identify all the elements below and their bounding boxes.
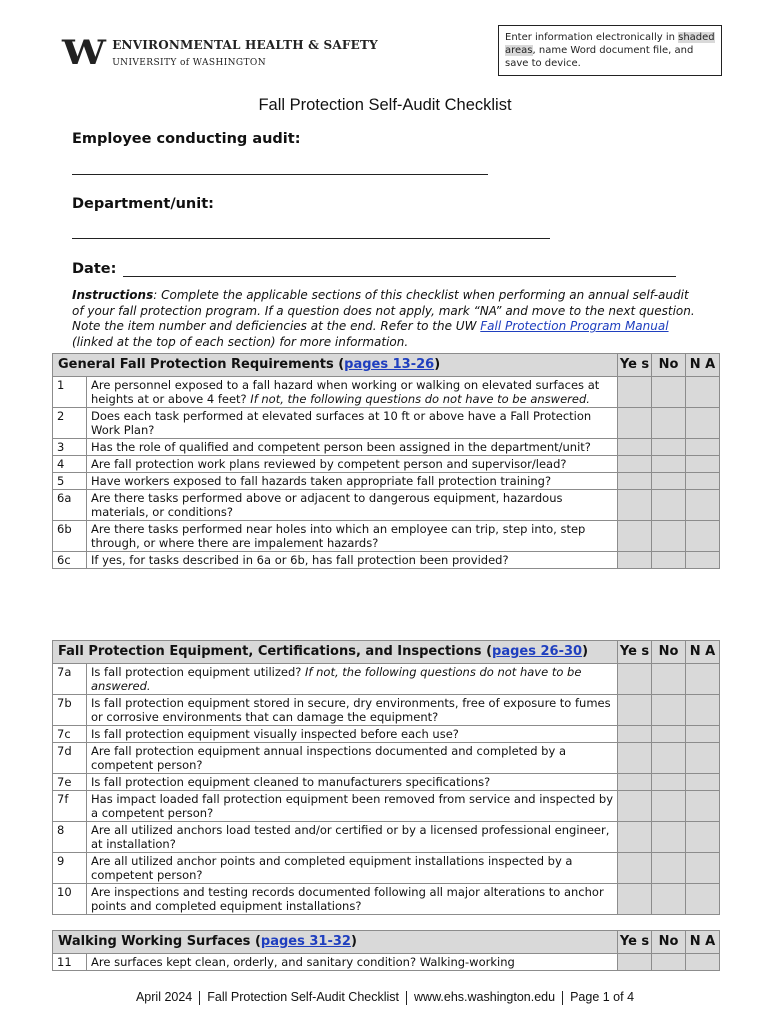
item-number: 2: [53, 408, 87, 439]
yes-answer-cell[interactable]: [618, 954, 652, 971]
no-answer-cell[interactable]: [652, 695, 686, 726]
no-answer-cell[interactable]: [652, 884, 686, 915]
item-number: 3: [53, 439, 87, 456]
no-answer-cell[interactable]: [652, 726, 686, 743]
table-row: [53, 456, 720, 473]
instructions-paragraph: [72, 288, 700, 350]
table-row: [53, 552, 720, 569]
na-answer-cell[interactable]: [686, 774, 720, 791]
logo-line-uw: UNIVERSITY of WASHINGTON: [112, 58, 266, 68]
item-question: If yes, for tasks described in 6a or 6b, has fall protection been provided?: [87, 552, 618, 569]
item-question: Is fall protection equipment utilized? If not, the following questions do not have to be answered.: [87, 664, 618, 695]
item-question: Is fall protection equipment stored in secure, dry environments, free of exposure to fumes or corrosive environments that can damage the equipment?: [87, 695, 618, 726]
na-answer-cell[interactable]: [686, 743, 720, 774]
na-answer-cell[interactable]: [686, 664, 720, 695]
yes-answer-cell[interactable]: [618, 726, 652, 743]
electronic-entry-notice: [498, 25, 722, 76]
footer-divider: [406, 991, 407, 1005]
item-question: Are all utilized anchors load tested and/or certified or by a licensed professional engineer, at installation?: [87, 822, 618, 853]
page-footer: [0, 990, 770, 1005]
no-answer-cell[interactable]: [652, 664, 686, 695]
yes-answer-cell[interactable]: [618, 743, 652, 774]
footer-date: April 2024: [135, 990, 193, 1004]
na-answer-cell[interactable]: [686, 456, 720, 473]
item-question: Has the role of qualified and competent person been assigned in the department/unit?: [87, 439, 618, 456]
section-title: Fall Protection Equipment, Certifications, and Inspections (pages 26-30): [53, 641, 618, 664]
no-answer-cell[interactable]: [652, 774, 686, 791]
item-number: 4: [53, 456, 87, 473]
yes-answer-cell[interactable]: [618, 439, 652, 456]
yes-answer-cell[interactable]: [618, 695, 652, 726]
item-question: Are personnel exposed to a fall hazard when working or walking on elevated surfaces at heights at or above 4 feet? If not, the following questions do not have to be answered.: [87, 377, 618, 408]
general-requirements-table: [52, 353, 720, 569]
na-answer-cell[interactable]: [686, 377, 720, 408]
item-number: 5: [53, 473, 87, 490]
na-answer-cell[interactable]: [686, 552, 720, 569]
item-question: Are fall protection work plans reviewed by competent person and supervisor/lead?: [87, 456, 618, 473]
na-answer-cell[interactable]: [686, 791, 720, 822]
document-title: Fall Protection Self-Audit Checklist: [258, 96, 512, 114]
table-row: [53, 954, 720, 971]
employee-input-line[interactable]: [72, 174, 488, 175]
item-number: 7f: [53, 791, 87, 822]
item-question: Have workers exposed to fall hazards taken appropriate fall protection training?: [87, 473, 618, 490]
table-row: [53, 822, 720, 853]
footer-page-number: Page 1 of 4: [570, 990, 635, 1004]
section-header-row: [53, 641, 720, 664]
na-answer-cell[interactable]: [686, 884, 720, 915]
uw-ehs-logo: [62, 33, 378, 73]
yes-answer-cell[interactable]: [618, 853, 652, 884]
item-number: 11: [53, 954, 87, 971]
no-answer-cell[interactable]: [652, 473, 686, 490]
item-number: 6b: [53, 521, 87, 552]
table-row: [53, 743, 720, 774]
item-number: 7d: [53, 743, 87, 774]
table-row: [53, 439, 720, 456]
na-answer-cell[interactable]: [686, 954, 720, 971]
instructions-label: Instructions: [72, 288, 154, 302]
yes-answer-cell[interactable]: [618, 490, 652, 521]
uw-w-logo-mark: W: [62, 33, 104, 73]
item-question: Has impact loaded fall protection equipment been removed from service and inspected by a competent person?: [87, 791, 618, 822]
no-answer-cell[interactable]: [652, 408, 686, 439]
yes-column-header: Ye s: [618, 641, 652, 664]
item-number: 6c: [53, 552, 87, 569]
na-column-header: N A: [686, 931, 720, 954]
no-answer-cell[interactable]: [652, 456, 686, 473]
department-input-line[interactable]: [72, 238, 550, 239]
table-row: [53, 774, 720, 791]
item-question: Are fall protection equipment annual inspections documented and completed by a competent person?: [87, 743, 618, 774]
instructions-text-after: (linked at the top of each section) for more information.: [72, 334, 409, 349]
yes-column-header: Ye s: [618, 931, 652, 954]
date-label: Date:: [72, 261, 117, 277]
yes-answer-cell[interactable]: [618, 774, 652, 791]
logo-wordmark: [112, 38, 378, 70]
no-answer-cell[interactable]: [652, 743, 686, 774]
section-pages-link[interactable]: pages 31-32: [260, 934, 351, 949]
item-number: 10: [53, 884, 87, 915]
date-input-line[interactable]: [123, 276, 676, 277]
no-answer-cell[interactable]: [652, 954, 686, 971]
na-answer-cell[interactable]: [686, 822, 720, 853]
item-question: Are all utilized anchor points and completed equipment installations inspected by a competent person?: [87, 853, 618, 884]
item-question: Are surfaces kept clean, orderly, and sanitary condition? Walking-working: [87, 954, 618, 971]
table-row: [53, 490, 720, 521]
notice-shaded-areas: shaded areas: [505, 32, 715, 56]
logo-line-ehs: ENVIRONMENTAL HEALTH & SAFETY: [112, 38, 378, 52]
table-row: [53, 408, 720, 439]
item-question: Are there tasks performed near holes into which an employee can trip, step into, step through, or where there are impalement hazards?: [87, 521, 618, 552]
footer-divider: [562, 991, 563, 1005]
na-answer-cell[interactable]: [686, 695, 720, 726]
item-question: Does each task performed at elevated surfaces at 10 ft or above have a Fall Protection Work Plan?: [87, 408, 618, 439]
table-row: [53, 377, 720, 408]
section-pages-link[interactable]: pages 26-30: [492, 644, 583, 659]
table-row: [53, 884, 720, 915]
no-answer-cell[interactable]: [652, 490, 686, 521]
table-row: [53, 473, 720, 490]
na-answer-cell[interactable]: [686, 726, 720, 743]
table-row: [53, 664, 720, 695]
notice-text-after: , name Word document file, and save to device.: [505, 45, 694, 69]
item-number: 8: [53, 822, 87, 853]
no-answer-cell[interactable]: [652, 853, 686, 884]
no-answer-cell[interactable]: [652, 791, 686, 822]
section-title: General Fall Protection Requirements (pages 13-26): [53, 354, 618, 377]
item-number: 7a: [53, 664, 87, 695]
employee-label: Employee conducting audit:: [72, 131, 301, 147]
no-column-header: No: [652, 641, 686, 664]
walking-working-surfaces-table: [52, 930, 720, 971]
instructions-text: : Complete the applicable sections of this checklist when performing an annual self-audit of your fall protection program. If a question does not apply, mark “NA” and move to the next question. Note the item number and deficiencies at the end. Refer to the UW: [72, 288, 695, 333]
no-answer-cell[interactable]: [652, 377, 686, 408]
item-question: Is fall protection equipment cleaned to manufacturers specifications?: [87, 774, 618, 791]
item-number: 9: [53, 853, 87, 884]
na-answer-cell[interactable]: [686, 853, 720, 884]
item-number: 7e: [53, 774, 87, 791]
na-answer-cell[interactable]: [686, 490, 720, 521]
item-number: 6a: [53, 490, 87, 521]
notice-text-before: Enter information electronically in: [505, 32, 679, 43]
footer-url: www.ehs.washington.edu: [414, 990, 556, 1004]
yes-answer-cell[interactable]: [618, 408, 652, 439]
table-row: [53, 521, 720, 552]
footer-divider: [199, 991, 200, 1005]
item-question: Are there tasks performed above or adjacent to dangerous equipment, hazardous materials, or conditions?: [87, 490, 618, 521]
na-answer-cell[interactable]: [686, 473, 720, 490]
section-title: Walking Working Surfaces (pages 31-32): [53, 931, 618, 954]
item-number: 7b: [53, 695, 87, 726]
yes-answer-cell[interactable]: [618, 552, 652, 569]
na-column-header: N A: [686, 641, 720, 664]
yes-answer-cell[interactable]: [618, 456, 652, 473]
table-row: [53, 853, 720, 884]
program-manual-link[interactable]: Fall Protection Program Manual: [480, 319, 669, 333]
item-number: 7c: [53, 726, 87, 743]
section-pages-link[interactable]: pages 13-26: [344, 357, 435, 372]
item-question: Are inspections and testing records documented following all major alterations to anchor points and completed equipment installations?: [87, 884, 618, 915]
department-label: Department/unit:: [72, 196, 214, 212]
yes-answer-cell[interactable]: [618, 884, 652, 915]
na-answer-cell[interactable]: [686, 521, 720, 552]
table-row: [53, 695, 720, 726]
table-row: [53, 791, 720, 822]
no-answer-cell[interactable]: [652, 552, 686, 569]
na-answer-cell[interactable]: [686, 408, 720, 439]
table-row: [53, 726, 720, 743]
no-answer-cell[interactable]: [652, 521, 686, 552]
na-column-header: N A: [686, 354, 720, 377]
yes-answer-cell[interactable]: [618, 822, 652, 853]
equipment-inspections-table: [52, 640, 720, 915]
item-question: Is fall protection equipment visually inspected before each use?: [87, 726, 618, 743]
yes-answer-cell[interactable]: [618, 664, 652, 695]
section-header-row: [53, 931, 720, 954]
no-column-header: No: [652, 931, 686, 954]
footer-title: Fall Protection Self-Audit Checklist: [207, 990, 400, 1004]
item-number: 1: [53, 377, 87, 408]
no-answer-cell[interactable]: [652, 439, 686, 456]
section-header-row: [53, 354, 720, 377]
no-answer-cell[interactable]: [652, 822, 686, 853]
yes-answer-cell[interactable]: [618, 521, 652, 552]
na-answer-cell[interactable]: [686, 439, 720, 456]
yes-answer-cell[interactable]: [618, 473, 652, 490]
yes-answer-cell[interactable]: [618, 377, 652, 408]
yes-column-header: Ye s: [618, 354, 652, 377]
no-column-header: No: [652, 354, 686, 377]
yes-answer-cell[interactable]: [618, 791, 652, 822]
